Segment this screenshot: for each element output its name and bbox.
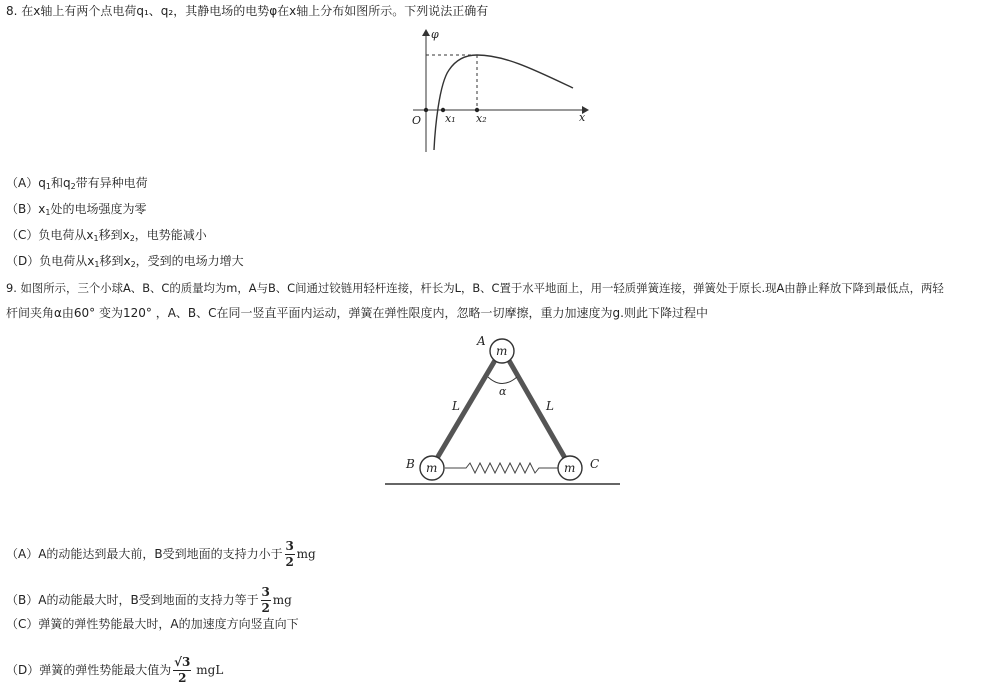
rod-ac: [507, 357, 569, 465]
q9-stem-line2: 杆间夹角α由60° 变为120° ，A、B、C在同一竖直平面内运动，弹簧在弹性限度内，忽略一切摩擦，重力加速度为g.则此下降过程中: [6, 306, 708, 320]
q9-stem-line1: 9. 如图所示，三个小球A、B、C的质量均为m，A与B、C间通过铰链用轻杆连接，杆长为L，B、C置于水平地面上，用一轻质弹簧连接，弹簧处于原长.现A由静止释放下降到最低点，两轻: [6, 281, 944, 295]
spring: [445, 463, 558, 473]
ball-c-mass: m: [564, 461, 576, 475]
fraction-sqrt3-over-2: $\frac{√3}{2}$: [174, 655, 191, 685]
q9-option-d[interactable]: （D）弹簧的弹性势能最大值为 $\frac{√3}{2}$ mgL: [6, 655, 224, 685]
fraction-three-halves: $\frac{3}{2}$: [261, 585, 270, 615]
q8-option-d[interactable]: （D）负电荷从$x_1$移到$x_2$，受到的电场力增大: [6, 254, 244, 269]
label-c: C: [590, 457, 600, 471]
q9-mechanism-figure: [380, 332, 630, 492]
phi-label: φ: [431, 28, 439, 41]
origin-dot: [424, 108, 428, 112]
q8-option-a[interactable]: $(A)q_1$和$q_2$带有异种电荷: [6, 176, 148, 191]
q9-option-a[interactable]: （A）A的动能达到最大前，B受到地面的支持力小于 $\frac{3}{2}$ mg: [6, 539, 316, 569]
q8-option-c[interactable]: （C）负电荷从$x_1$移到$x_2$，电势能减小: [6, 228, 207, 243]
alpha-arc: [488, 377, 517, 384]
potential-curve: [434, 55, 573, 150]
x-label: x: [579, 111, 586, 124]
q8-option-b[interactable]: $(B)x_1$处的电场强度为零: [6, 202, 147, 217]
label-b: B: [406, 457, 415, 471]
fraction-three-halves: $\frac{3}{2}$: [285, 539, 294, 569]
q9-option-c[interactable]: （C）弹簧的弹性势能最大时，A的加速度方向竖直向下: [6, 617, 299, 631]
origin-label: O: [412, 114, 422, 127]
label-a: A: [477, 334, 486, 348]
label-l-left: L: [452, 399, 460, 413]
label-l-right: L: [546, 399, 554, 413]
ball-b-mass: m: [426, 461, 438, 475]
q9-option-b[interactable]: （B）A的动能最大时，B受到地面的支持力等于 $\frac{3}{2}$ mg: [6, 585, 292, 615]
alpha-label: α: [499, 385, 507, 398]
q8-potential-graph: [405, 24, 600, 156]
x2-label: x₂: [476, 112, 487, 125]
ball-a-mass: m: [496, 344, 508, 358]
rod-ab: [433, 357, 497, 465]
x1-label: x₁: [445, 112, 456, 125]
q8-stem: 8. 在x轴上有两个点电荷q₁、q₂，其静电场的电势φ在x轴上分布如图所示。下列说法正确有: [6, 4, 489, 18]
